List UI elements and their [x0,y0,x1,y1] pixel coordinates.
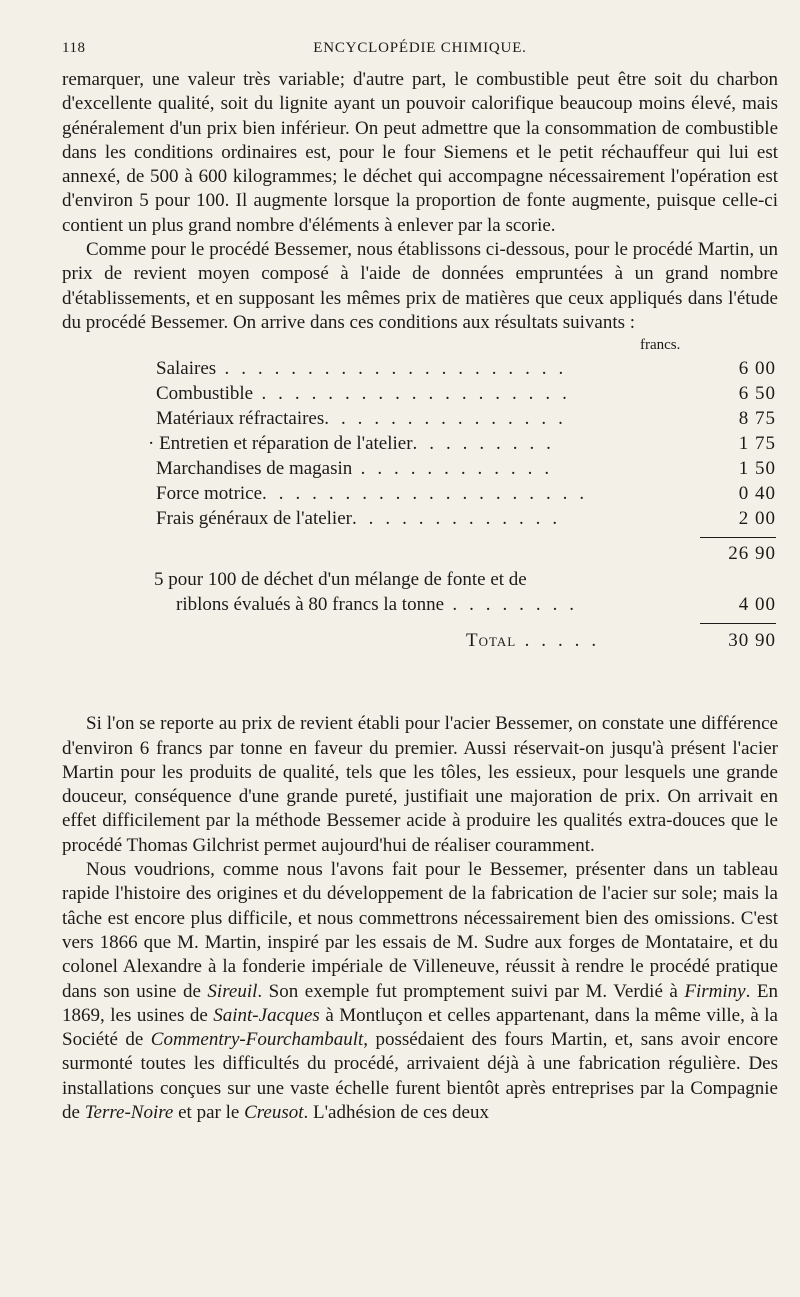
page-header [62,40,778,62]
text-run: . L'adhésion de ces deux [303,1102,489,1124]
cost-label: Force motrice [156,483,263,505]
cost-amount: 2 00 [738,508,776,530]
text-run: Nous voudrions, comme nous l'avons fait pour le Bessemer, présenter dans un tableau rapide l'histoire des origines et du développement de la fabrication de l'acier sur sole; mais la tâche est encore plus difficile, et nous commettrons nécessairement bien des omissions. C'est vers 1866 que M. Martin, inspiré par les essais de M. Sudre aux forges de Montataire, et du colonel Alexandre à la fonderie impériale de Villeneuve, réussit à rendre le procédé pratique dans son usine de [62,859,778,1002]
scrap-row [176,593,776,617]
cost-label: · Entretien et réparation de l'atelier [148,433,413,455]
leader-dots: . . . . . . . . . . . . [352,458,553,480]
leader-dots: . . . . . [516,630,600,652]
cost-amount: 1 75 [738,433,776,455]
cost-row [156,482,776,506]
cost-row [156,382,776,406]
cost-label: Salaires [156,358,217,380]
page-number: 118 [62,40,86,56]
cost-amount: 0 40 [738,483,776,505]
text-run: . Son exemple fut promptement suivi par M. Verdié à [257,980,685,1002]
italic-company-terre-noire: Terre-Noire [84,1102,174,1124]
leader-dots: . . . . . . . . . . . . . . . . . . . . [262,483,588,505]
cost-label: Marchandises de magasin [156,458,353,480]
leader-dots: . . . . . . . . . . . . . . . . . . . . . [216,358,567,380]
scrap-row-line-1 [154,568,774,592]
scrap-amount: 4 00 [738,594,776,616]
total-label: Total [466,630,517,652]
scrap-label-2: riblons évalués à 80 francs la tonne [176,594,445,616]
total-rule [700,623,776,624]
total-row [466,629,776,653]
italic-place-firminy: Firminy [684,980,746,1002]
text-run: , possédaient des fours Martin, et, sans avoir encore surmonté toutes les difficultés du procédé, arrivaient déjà à une fabrication régulière. Des installations conçues sur une vaste échelle furent bientôt après entreprises par la Compagnie de [62,1029,778,1124]
leader-dots: . . . . . . . . . . . . . . . [324,408,567,430]
leader-dots: . . . . . . . . . [412,433,555,455]
subtotal-amount: 26 90 [728,543,776,565]
cost-row [156,507,776,531]
cost-amount: 6 00 [738,358,776,380]
cost-amount: 8 75 [738,408,776,430]
subtotal-row [156,542,776,566]
paragraph-4 [62,858,778,1125]
leader-dots: . . . . . . . . [444,594,578,616]
total-amount: 30 90 [728,630,776,652]
text-run: et par le [173,1102,245,1124]
paragraph-2: Comme pour le procédé Bessemer, nous établissons ci-dessous, pour le procédé Martin, un prix de revient moyen composé à l'aide de données empruntées à un grand nombre d'établissements, et en supposant les mêmes prix de matières que ceux appliqués dans l'étude du procédé Bessemer. On arrive dans ces conditions aux résultats suivants : [62,239,778,333]
italic-place-saint-jacques: Saint-Jacques [213,1004,320,1026]
cost-row [156,457,776,481]
italic-place-sireuil: Sireuil [207,980,258,1002]
leader-dots: . . . . . . . . . . . . . . . . . . . [253,383,571,405]
cost-unit: francs. [640,337,681,354]
italic-place-creusot: Creusot [244,1102,304,1124]
cost-amount: 6 50 [738,383,776,405]
text-run: . En 1869, les usines de [62,980,779,1026]
paragraph-1: remarquer, une valeur très variable; d'autre part, le combustible peut être soit du charbon d'excellente qualité, soit du lignite ayant un pouvoir calorifique beaucoup moins élevé, mais généralement d'un prix bien inférieur. On peut admettre que la consommation de combustible dans les conditions ordinaires est, pour le four Siemens et le petit réchauffeur qui lui est annexé, de 500 à 600 kilogrammes; le déchet qui accompagne nécessairement l'opération est d'environ 5 pour 100. Il augmente lorsque la proportion de fonte augmente, puisque celle-ci contient un plus grand nombre d'éléments à enlever par la scorie. [62,69,778,236]
paragraph-3: Si l'on se reporte au prix de revient établi pour l'acier Bessemer, on constate une différence d'environ 6 francs par tonne en faveur du premier. Aussi réservait-on jusqu'à présent l'acier Martin pour les produits de qualité, tels que les tôles, les essieux, pour lesquels une grande douceur, conséquence d'une grande pureté, justifiait une majoration de prix. On arrivait en effet difficilement par la méthode Bessemer acide à produire les qualités extra-douces que le procédé Thomas Gilchrist permet aujourd'hui de réaliser couramment. [62,713,778,856]
cost-label: Frais généraux de l'atelier [156,508,352,530]
italic-company-commentry: Commentry-Fourchambault [150,1029,364,1051]
cost-row [156,357,776,381]
cost-row [148,432,776,456]
leader-dots: . . . . . . . . . . . . . [351,508,561,530]
cost-label: Matériaux réfractaires [156,408,325,430]
subtotal-rule [700,537,776,538]
cost-table [62,335,778,712]
running-title: ENCYCLOPÉDIE CHIMIQUE. [313,40,527,56]
scrap-label-1: 5 pour 100 de déchet d'un mélange de fonte et de [154,569,527,591]
cost-row [156,407,776,431]
text-run: à Montluçon et celles appartenant, dans la même ville, à la Société de [62,1004,778,1051]
cost-amount: 1 50 [738,458,776,480]
cost-label: Combustible [156,383,254,405]
